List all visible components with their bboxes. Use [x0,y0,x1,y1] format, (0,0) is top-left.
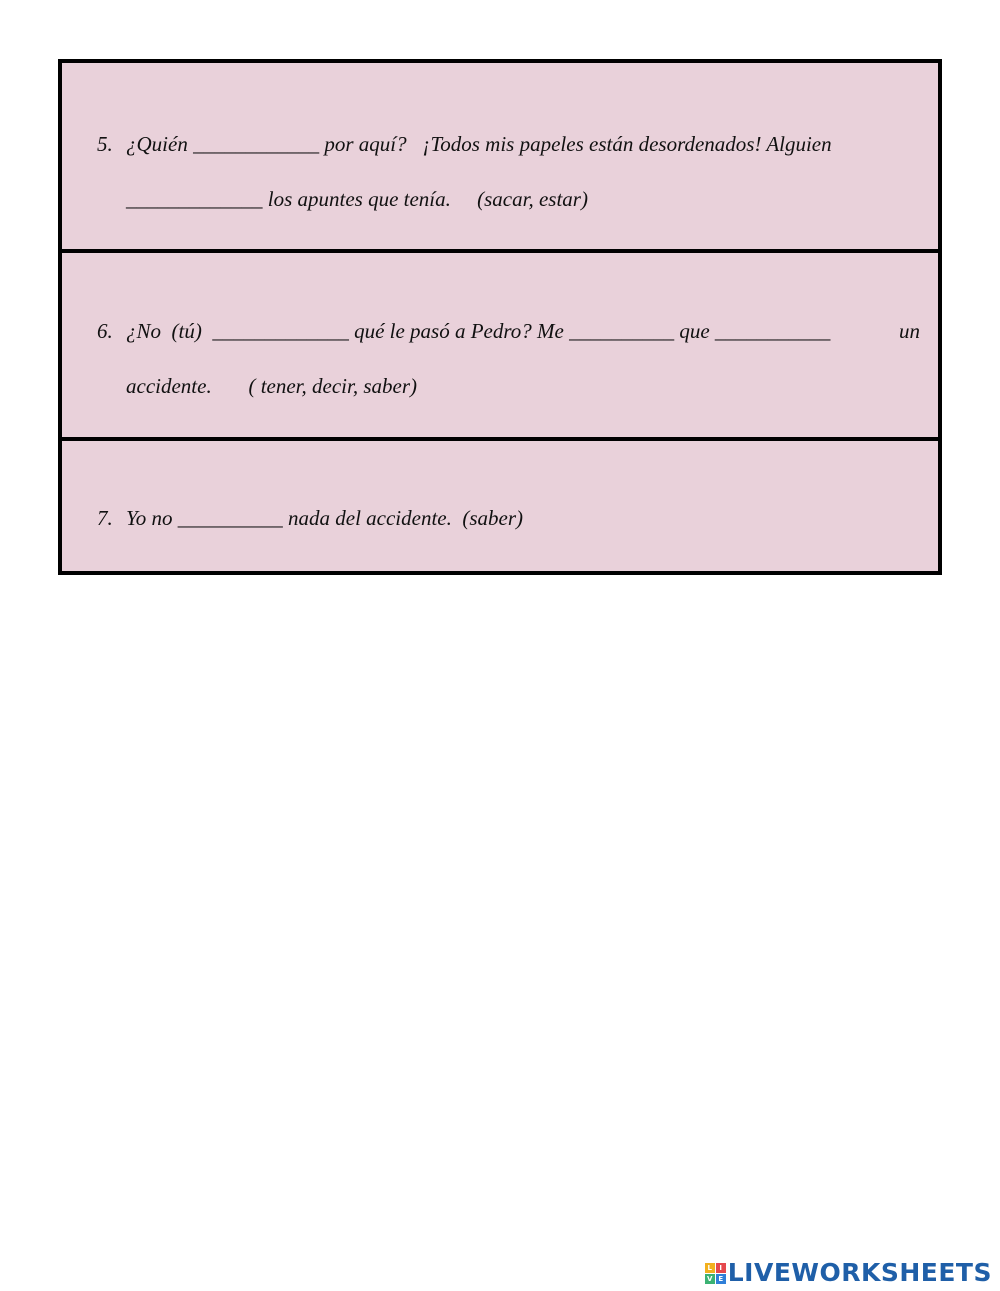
exercise-text-line: accidente. ( tener, decir, saber) [126,374,417,398]
logo-text: LIVEWORKSHEETS [727,1258,992,1287]
exercise-number: 7. [97,506,113,530]
logo-mark-tile: E [716,1274,726,1284]
exercise-text-segment: un [899,319,920,343]
logo-mark-tile: V [705,1274,715,1284]
exercise-number: 6. [97,319,113,343]
exercise-row-7 [62,441,938,571]
exercise-text-line: ¿Quién ____________ por aquí? ¡Todos mis papeles están desordenados! Alguien [126,132,832,156]
logo-mark-icon [705,1263,726,1284]
logo-mark-tile: I [716,1263,726,1273]
exercise-text-line: _____________ los apuntes que tenía. (sacar, estar) [126,187,588,211]
exercise-row-6 [62,253,938,441]
liveworksheets-logo [705,1259,992,1287]
exercise-text-line: Yo no __________ nada del accidente. (saber) [126,506,524,530]
exercise-table [58,59,942,575]
exercise-number: 5. [97,132,113,156]
exercise-text-segment: ¿No (tú) _____________ qué le pasó a Pedro? Me __________ que ___________ [126,319,831,343]
exercise-row-5 [62,63,938,253]
exercise-text-line [126,319,920,343]
logo-mark-tile: L [705,1263,715,1273]
